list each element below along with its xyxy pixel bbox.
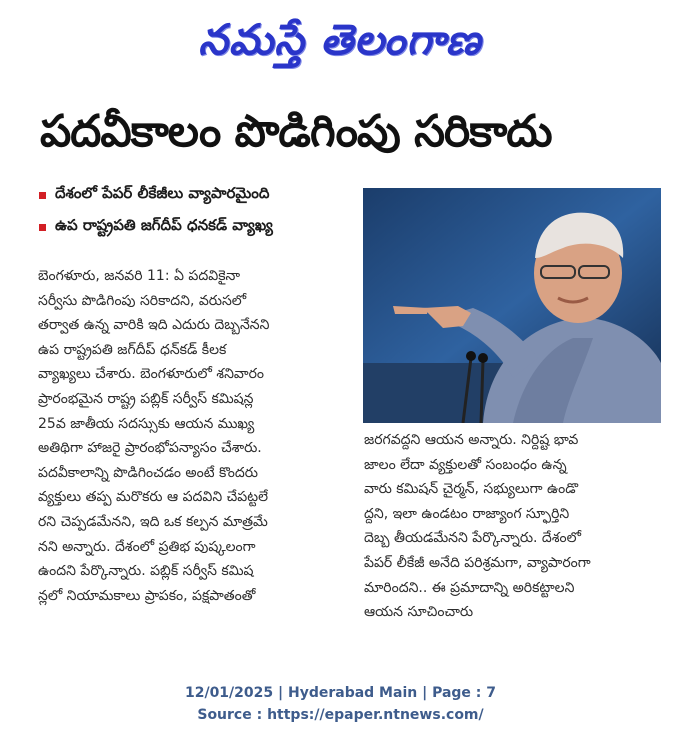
article-subpoints [36,183,366,247]
body-line: వ్యాఖ్యలు చేశారు. బెంగళూరులో శనివారం [38,366,264,383]
body-line: ఉందని పేర్కొన్నారు. పబ్లిక్ సర్వీస్ కమిష [38,563,254,580]
body-line: ప్రారంభమైన రాష్ట్ర పబ్లిక్ సర్వీస్ కమిషన్ల [38,390,254,407]
body-line: దెబ్బ తీయడమేనని పేర్కొన్నారు. దేశంలో [364,530,582,547]
subpoint [36,183,366,207]
body-line: ఆయన సూచించారు [364,604,474,621]
article-body-left-column [38,264,354,608]
article-photo [363,188,661,423]
body-line: ఉప రాష్ట్రపతి జగ్‌దీప్ ధన్‌కడ్ కీలక [38,341,227,358]
article-headline: పదవీకాలం పొడిగింపు సరికాదు [40,106,552,157]
body-line: జరగవద్దని ఆయన అన్నారు. నిర్దిష్ట భావ [364,432,579,448]
body-line: పదవీకాలాన్ని పొడిగించడం అంటే కొందరు [38,464,258,481]
body-line: పేపర్ లీకేజీ అనేది పరిశ్రమగా, వ్యాపారంగా [364,554,591,571]
footer-edition-info: 12/01/2025 | Hyderabad Main | Page : 7 [184,685,497,701]
speaker-photo-illustration [363,188,661,423]
body-line: సర్వీసు పొడిగింపు సరికాదని, వరుసలో [38,292,247,309]
page-footer [0,682,681,726]
footer-source: Source : https://epaper.ntnews.com/ [197,707,484,723]
body-line: నని అన్నారు. దేశంలో ప్రతిభ పుష్కలంగా [38,538,256,555]
body-line: ద్దని, ఇలా ఉండటం రాజ్యాంగ స్ఫూర్తిని [364,505,570,522]
subpoint-text: ఉప రాష్ట్రపతి జగ్‌దీప్ ధనకడ్ వ్యాఖ్య [55,216,273,234]
newspaper-masthead: నమస్తే తెలంగాణ [198,15,482,64]
body-line: వారు కమిషన్ చైర్మన్, సభ్యులుగా ఉండొ [364,481,579,498]
body-line: జాలం లేదా వ్యక్తులతో సంబంధం ఉన్న [364,456,567,473]
body-line: రని చెప్పడమేనని, ఇది ఒక కల్పన మాత్రమే [38,513,268,530]
body-line: అతిథిగా హాజరై ప్రారంభోపన్యాసం చేశారు. [38,440,262,457]
body-line: మారిందని.. ఈ ప్రమాదాన్ని అరికట్టాలని [364,579,575,596]
bullet-square-icon [39,192,46,199]
subpoint-text: దేశంలో పేపర్ లీకేజీలు వ్యాపారమైంది [55,184,270,202]
subpoint [36,215,366,239]
body-line: వ్యక్తులు తప్ప మరొకరు ఆ పదవిని చేపట్టలే [38,489,268,506]
body-line: 25వ జాతీయ సదస్సుకు ఆయన ముఖ్య [38,415,255,432]
article-body-right-column [364,428,664,625]
body-line: బెంగళూరు, జనవరి 11: ఏ పదవికైనా [38,268,241,284]
body-line: తర్వాత ఉన్న వారికి ఇది ఎదురు దెబ్బనేనని [38,317,270,334]
bullet-square-icon [39,224,46,231]
body-line: న్లలో నియామకాలు ప్రాపకం, పక్షపాతంతో [38,587,256,604]
